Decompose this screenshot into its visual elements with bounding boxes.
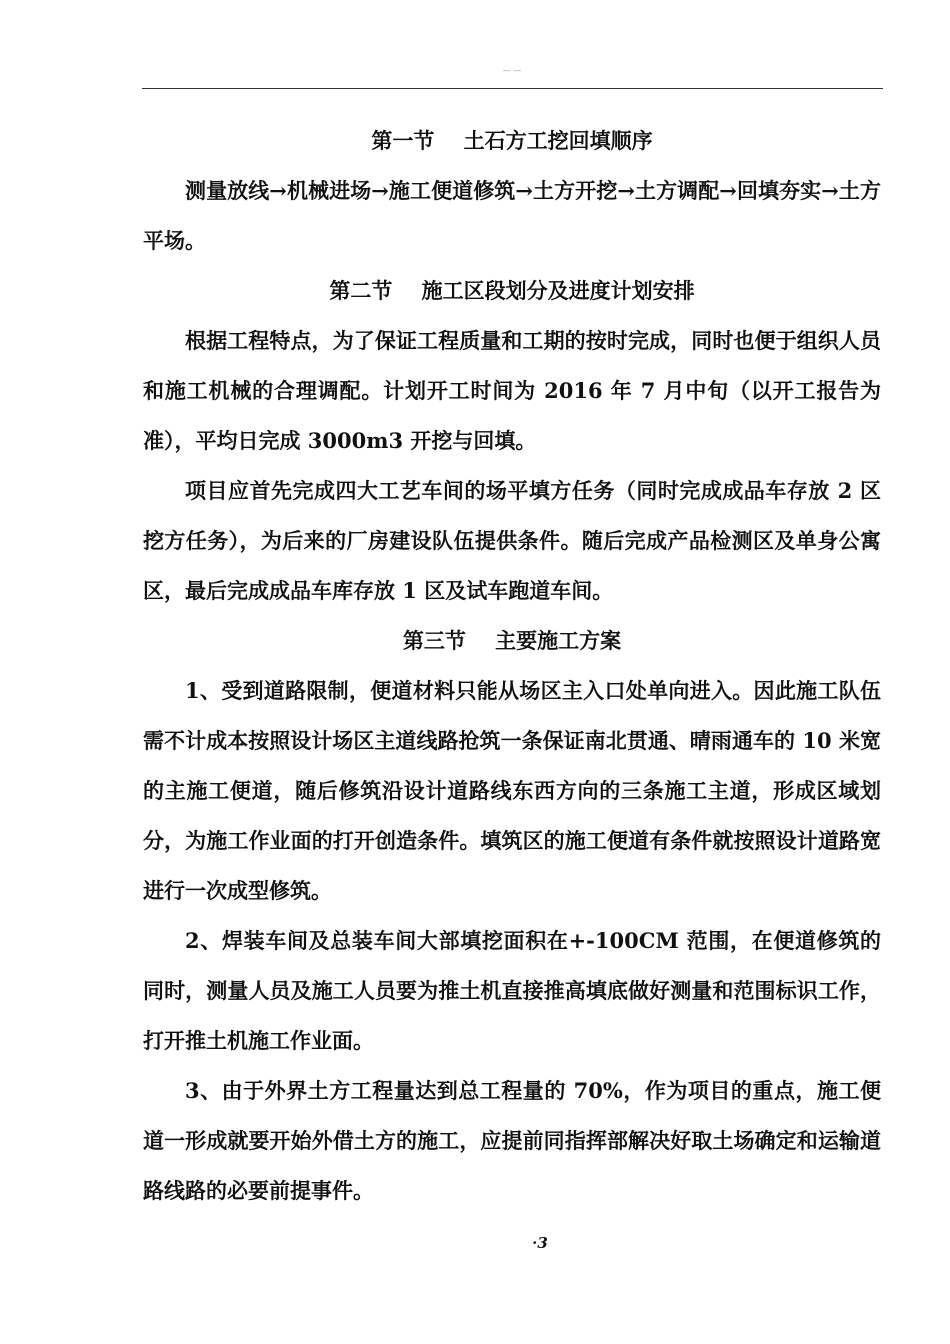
document-body	[143, 116, 881, 1216]
section-3-paragraph-3: 3、由于外界土方工程量达到总工程量的 70%，作为项目的重点，施工便道一形成就要开始外借土方的施工，应提前同指挥部解决好取土场确定和运输道路线路的必要前提事件。	[143, 1078, 881, 1203]
header-mark: — —	[502, 66, 522, 75]
section-1-heading: 第一节 土石方工挖回填顺序	[371, 128, 653, 153]
page-number: ·3	[532, 1234, 548, 1252]
section-2-paragraph-1: 根据工程特点，为了保证工程质量和工期的按时完成，同时也便于组织人员和施工机械的合理调配。计划开工时间为 2016 年 7 月中旬（以开工报告为准），平均日完成 3000m3 开挖与回填。	[143, 328, 881, 453]
header-rule	[142, 88, 883, 89]
section-2-heading: 第二节 施工区段划分及进度计划安排	[329, 278, 695, 303]
section-1-paragraph-1: 测量放线→机械进场→施工便道修筑→土方开挖→土方调配→回填夯实→土方平场。	[143, 178, 881, 253]
section-3-heading: 第三节 主要施工方案	[402, 628, 622, 653]
section-2-paragraph-2: 项目应首先完成四大工艺车间的场平填方任务（同时完成成品车存放 2 区挖方任务），为后来的厂房建设队伍提供条件。随后完成产品检测区及单身公寓区，最后完成成品车库存放 1 区及试车跑道车间。	[143, 478, 881, 603]
section-3-paragraph-2: 2、焊装车间及总装车间大部填挖面积在+-100CM 范围，在便道修筑的同时，测量人员及施工人员要为推土机直接推高填底做好测量和范围标识工作，打开推土机施工作业面。	[143, 928, 881, 1053]
section-3-paragraph-1: 1、受到道路限制，便道材料只能从场区主入口处单向进入。因此施工队伍需不计成本按照设计场区主道线路抢筑一条保证南北贯通、晴雨通车的 10 米宽的主施工便道，随后修筑沿设计道路线东西方向的三条施工主道，形成区域划分，为施工作业面的打开创造条件。填筑区的施工便道有条件就按照设计道路宽进行一次成型修筑。	[143, 678, 881, 903]
